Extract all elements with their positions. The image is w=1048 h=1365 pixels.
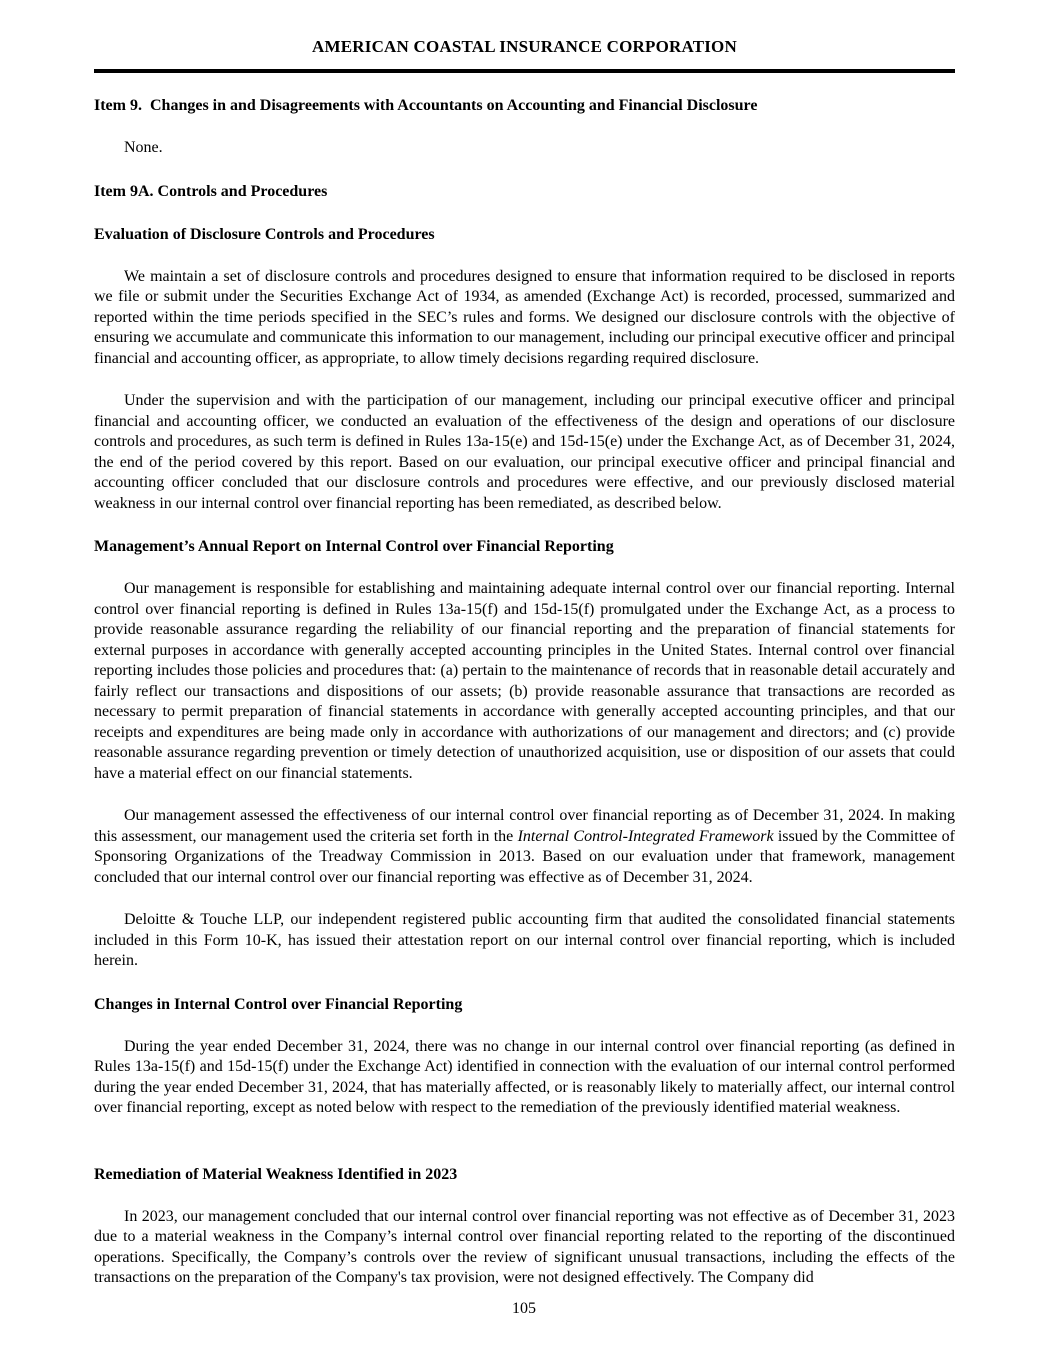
paragraph-remediation-1: In 2023, our management concluded that our internal control over financial reporting was not effective as of December 31, 2023 due to a material weakness in the Company’s internal control over financial reporting related to the reporting of the discontinued operations. Specifically, the Company’s controls over the review of significant unusual transactions, including the effects of the transactions on the preparation of the Company's tax provision, were not designed effectively. The Company did — [94, 1207, 955, 1286]
document-title: AMERICAN COASTAL INSURANCE CORPORATION — [312, 37, 737, 56]
paragraph-management-2-pre: Our management assessed the effectiveness of our internal control over financial reporting as of December 31, 2024. In making this assessment, our management used the criteria set forth in the — [94, 807, 955, 845]
heading-management-report: Management’s Annual Report on Internal Control over Financial Reporting — [94, 538, 614, 555]
heading-evaluation: Evaluation of Disclosure Controls and Procedures — [94, 225, 435, 243]
framework-title-italic: Internal Control-Integrated Framework — [517, 827, 774, 845]
paragraph-evaluation-1: We maintain a set of disclosure controls and procedures designed to ensure that information required to be disclosed in reports we file or submit under the Securities Exchange Act of 1934, as amended (Exchange Act) is recorded, processed, summarized and reported within the time periods specified in the SEC’s rules and forms. We designed our disclosure controls with the objective of ensuring we accumulate and communicate this information to our management, including our principal executive officer and principal financial and accounting officer, as appropriate, to allow timely decisions regarding required disclosure. — [94, 267, 955, 367]
paragraph-management-2 — [94, 806, 955, 888]
page-number: 105 — [512, 1300, 536, 1317]
header-divider — [94, 69, 955, 73]
heading-item9a: Item 9A. Controls and Procedures — [94, 182, 328, 200]
paragraph-item9-none: None. — [124, 139, 163, 156]
heading-changes: Changes in Internal Control over Financial Reporting — [94, 995, 463, 1013]
paragraph-evaluation-2: Under the supervision and with the participation of our management, including our principal executive officer and principal financial and accounting officer, we conducted an evaluation of the effectiveness of the design and operations of our disclosure controls and procedures, as such term is defined in Rules 13a-15(e) and 15d-15(e) under the Exchange Act, as of December 31, 2024, the end of the period covered by this report. Based on our evaluation, our principal executive officer and principal financial and accounting officer concluded that our disclosure controls and procedures were effective, and our previously disclosed material weakness in our internal control over financial reporting has been remediated, as described below. — [94, 392, 955, 512]
heading-item9: Item 9. Changes in and Disagreements with Accountants on Accounting and Financial Disclosure — [94, 97, 758, 114]
paragraph-changes-1: During the year ended December 31, 2024, there was no change in our internal control over financial reporting (as defined in Rules 13a-15(f) and 15d-15(f) under the Exchange Act) identified in connection with the evaluation of our internal control performed during the year ended December 31, 2024, that has materially affected, or is reasonably likely to materially affect, our internal control over financial reporting, except as noted below with respect to the remediation of the previously identified material weakness. — [94, 1037, 955, 1116]
paragraph-management-1: Our management is responsible for establishing and maintaining adequate internal control over our financial reporting. Internal control over financial reporting is defined in Rules 13a-15(f) and 15d-15(f) promulgated under the Exchange Act, as a process to provide reasonable assurance regarding the reliability of our financial reporting and the preparation of financial statements for external purposes in accordance with generally accepted accounting principles in the United States. Internal control over financial reporting includes those policies and procedures that: (a) pertain to the maintenance of records that in reasonable detail accurately and fairly reflect our transactions and dispositions of our assets; (b) provide reasonable assurance that transactions are recorded as necessary to permit preparation of financial statements in accordance with generally accepted accounting principles, and that our receipts and expenditures are being made only in accordance with authorizations of our management and directors; and (c) provide reasonable assurance regarding prevention or timely detection of unauthorized acquisition, use or disposition of our assets that could have a material effect on our financial statements. — [94, 580, 955, 782]
heading-remediation: Remediation of Material Weakness Identified in 2023 — [94, 1165, 458, 1183]
paragraph-management-2-post: issued by the Committee of Sponsoring Organizations of the Treadway Commission in 2013. Based on our evaluation under that framework, management concluded that our internal control over our financial reporting was effective as of December 31, 2024. — [94, 827, 955, 886]
paragraph-management-3: Deloitte & Touche LLP, our independent registered public accounting firm that audited the consolidated financial statements included in this Form 10-K, has issued their attestation report on our internal control over financial reporting, which is included herein. — [94, 911, 955, 969]
